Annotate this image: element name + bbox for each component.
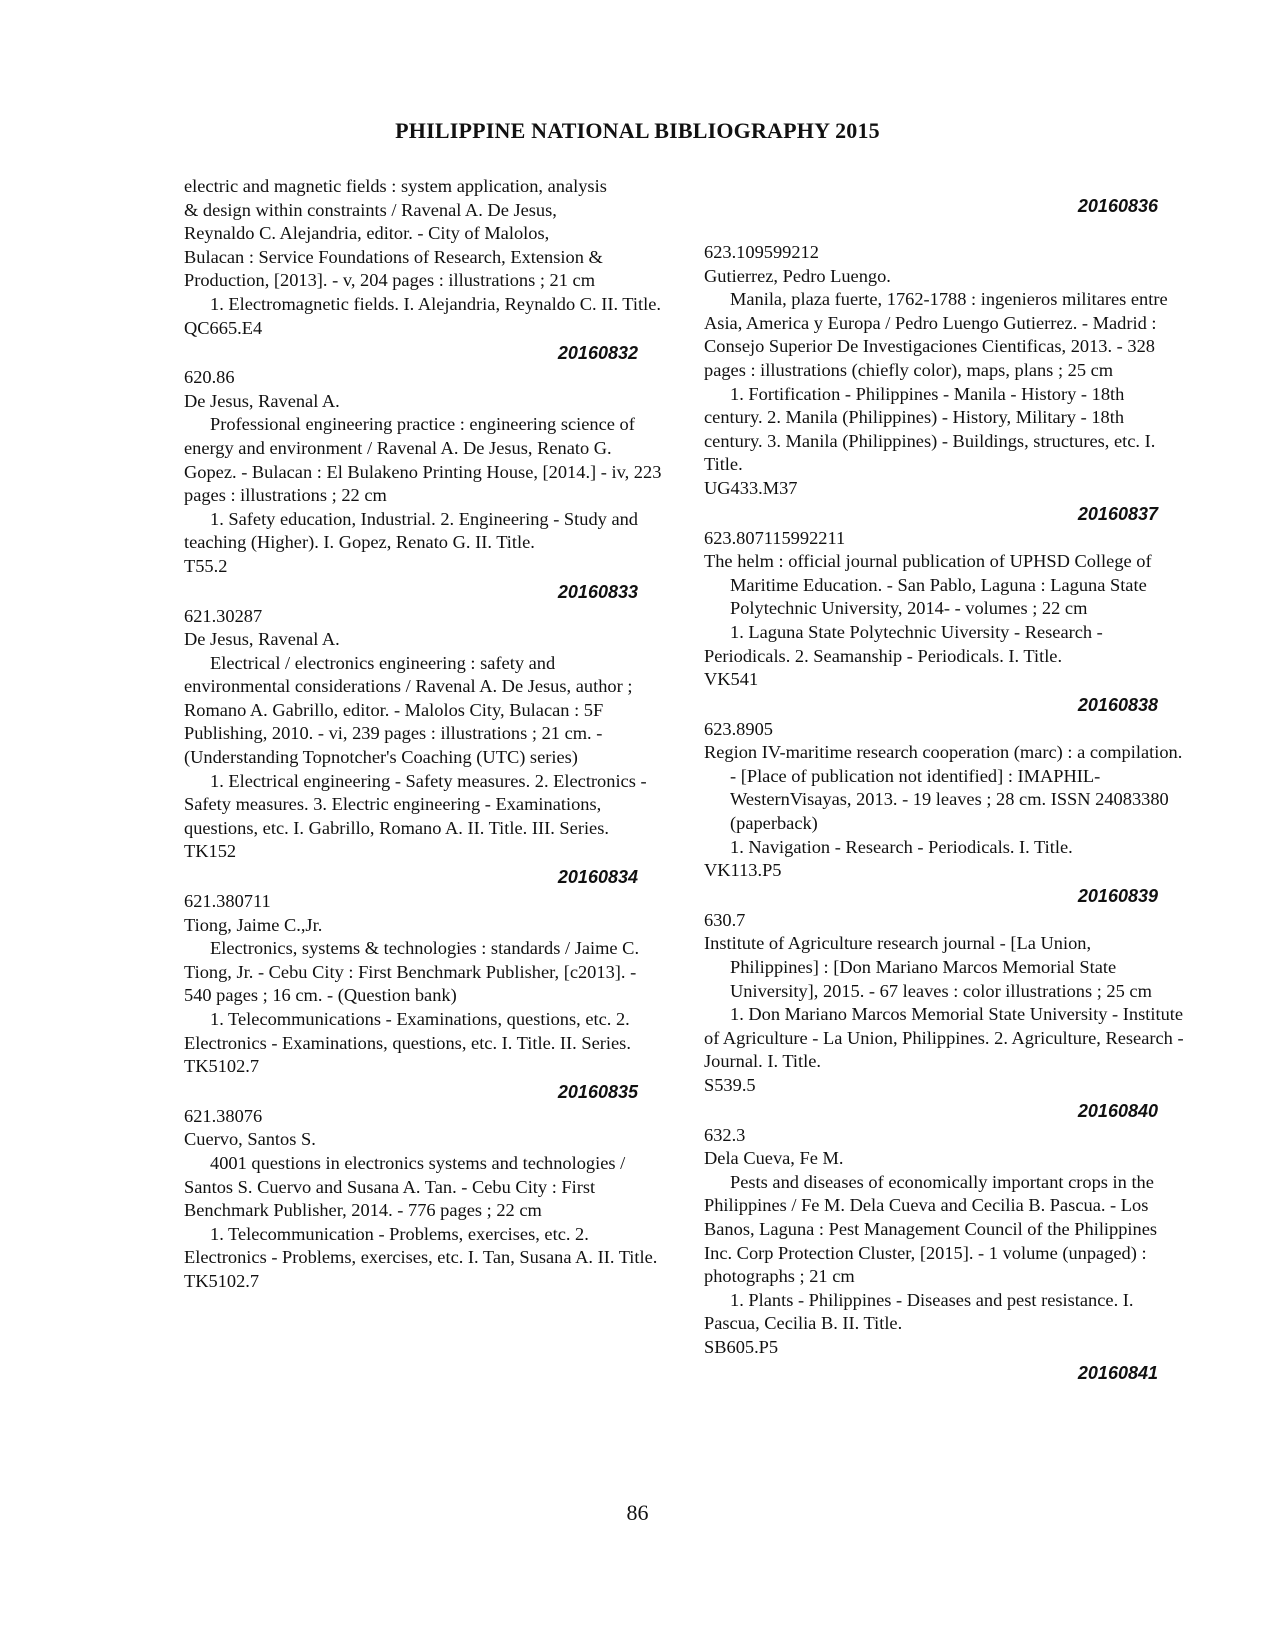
entry-number: 20160841 [1077, 1362, 1158, 1383]
title-statement: Manila, plaza fuerte, 1762-1788 : ingenieros militares entre Asia, America y Europa / Pedro Luengo Gutierrez. - Madrid : Consejo Superior De Investigaciones Cientificas, 2013. - 328 pages : illustrations (chiefly color), maps, plans ; 25 cm [704, 289, 1168, 380]
title-statement-line: electric and magnetic fields : system application, analysis [184, 176, 607, 196]
title-statement: Electronics, systems & technologies : standards / Jaime C. Tiong, Jr. - Cebu City : First Benchmark Publisher, [c2013]. - 540 pages ; 16 cm. - (Question bank) [184, 938, 640, 1006]
class-number: 630.7 [704, 909, 746, 930]
bib-entry [704, 1124, 1184, 1386]
bib-entry-continued [184, 175, 664, 366]
author-heading: De Jesus, Ravenal A. [184, 390, 340, 411]
entry-number: 20160836 [1077, 196, 1158, 216]
title-statement-line: Reynaldo C. Alejandria, editor. - City of Malolos, [184, 223, 550, 244]
entry-number: 20160837 [1077, 503, 1158, 524]
class-number: 621.30287 [184, 605, 263, 626]
subject-headings: 1. Electromagnetic fields. I. Alejandria, Reynaldo C. II. Title. [210, 293, 661, 314]
entry-number: 20160835 [557, 1081, 638, 1102]
call-number: TK5102.7 [184, 1056, 260, 1077]
call-number: T55.2 [184, 555, 228, 576]
call-number: SB605.P5 [704, 1336, 779, 1357]
subject-headings: 1. Don Mariano Marcos Memorial State University - Institute of Agriculture - La Union, Philippines. 2. Agriculture, Research - Journal. I. Title. [704, 1004, 1184, 1072]
entry-number: 20160832 [557, 343, 638, 364]
subject-headings: 1. Telecommunications - Examinations, questions, etc. 2. Electronics - Examinations, questions, etc. I. Title. II. Series. [184, 1009, 631, 1053]
call-number: TK5102.7 [184, 1270, 260, 1291]
class-number: 621.38076 [184, 1105, 263, 1126]
bib-entry [184, 1105, 664, 1294]
bib-entry [184, 605, 664, 891]
subject-headings: 1. Safety education, Industrial. 2. Engineering - Study and teaching (Higher). I. Gopez, Renato G. II. Title. [184, 508, 638, 553]
bib-entry [184, 890, 664, 1105]
entry-number: 20160833 [557, 581, 638, 602]
class-number: 621.380711 [184, 891, 271, 912]
bib-entry [704, 909, 1184, 1124]
class-number: 623.8905 [704, 718, 773, 739]
author-heading: Tiong, Jaime C.,Jr. [184, 914, 323, 935]
call-number: VK113.P5 [704, 860, 782, 881]
subject-headings: 1. Telecommunication - Problems, exercises, etc. 2. Electronics - Problems, exercises, etc. I. Tan, Susana A. II. Title. [184, 1223, 658, 1268]
left-column [184, 175, 664, 1294]
title-statement: 4001 questions in electronics systems and technologies / Santos S. Cuervo and Susana A. Tan. - Cebu City : First Benchmark Publisher, 2014. - 776 pages ; 22 cm [184, 1152, 626, 1221]
subject-headings: 1. Electrical engineering - Safety measures. 2. Electronics - Safety measures. 3. Electric engineering - Examinations, questions, etc. I. Gabrillo, Romano A. II. Title. III. Series. [184, 770, 647, 838]
call-number: TK152 [184, 841, 237, 862]
subject-headings: 1. Plants - Philippines - Diseases and pest resistance. I. Pascua, Cecilia B. II. Title. [704, 1289, 1134, 1334]
entry-number: 20160839 [1077, 885, 1158, 906]
entry-number: 20160840 [1077, 1100, 1158, 1121]
title-statement-line: Production, [2013]. - v, 204 pages : illustrations ; 21 cm [184, 270, 596, 291]
author-heading: De Jesus, Ravenal A. [184, 629, 340, 650]
page-number: 86 [626, 1500, 649, 1525]
call-number: UG433.M37 [704, 477, 798, 498]
subject-headings: 1. Navigation - Research - Periodicals. I. Title. [730, 836, 1073, 857]
title-statement: The helm : official journal publication of UPHSD College of Maritime Education. - San Pablo, Laguna : Laguna State Polytechnic University, 2014- - volumes ; 22 cm [704, 551, 1152, 619]
author-heading: Cuervo, Santos S. [184, 1129, 316, 1150]
call-number: VK541 [704, 669, 759, 690]
class-number: 620.86 [184, 367, 235, 388]
right-column [704, 175, 1184, 1386]
subject-headings: 1. Fortification - Philippines - Manila - History - 18th century. 2. Manila (Philippines) - History, Military - 18th century. 3. Manila (Philippines) - Buildings, structures, etc. I. Title. [704, 383, 1156, 475]
bib-entry [704, 241, 1184, 527]
call-number: S539.5 [704, 1075, 756, 1095]
title-statement-line: & design within constraints / Ravenal A. De Jesus, [184, 199, 557, 220]
subject-headings: 1. Laguna State Polytechnic Uiversity - Research - Periodicals. 2. Seamanship - Periodicals. I. Title. [704, 621, 1103, 666]
author-heading: Dela Cueva, Fe M. [704, 1148, 844, 1169]
author-heading: Gutierrez, Pedro Luengo. [704, 265, 891, 286]
bib-entry [704, 527, 1184, 718]
entry-number: 20160838 [1077, 694, 1158, 715]
call-number: QC665.E4 [184, 317, 263, 338]
class-number: 623.807115992211 [704, 527, 846, 548]
title-statement: Electrical / electronics engineering : safety and environmental considerations / Ravenal A. De Jesus, author ; Romano A. Gabrillo, editor. - Malolos City, Bulacan : 5F Publishing, 2010. - vi, 239 pages : illustrations ; 21 cm. - (Understanding Topnotcher's Coaching (UTC) series) [184, 652, 633, 768]
class-number: 623.109599212 [704, 242, 819, 262]
page-header: PHILIPPINE NATIONAL BIBLIOGRAPHY 2015 [395, 118, 880, 143]
bib-entry [184, 366, 664, 604]
entry-number: 20160834 [557, 867, 638, 888]
bib-entry [704, 718, 1184, 909]
title-statement: Institute of Agriculture research journal - [La Union, Philippines] : [Don Mariano Marcos Memorial State University], 2015. - 67 leaves : color illustrations ; 25 cm [704, 933, 1152, 1001]
title-statement: Pests and diseases of economically important crops in the Philippines / Fe M. Dela Cueva and Cecilia B. Pascua. - Los Banos, Laguna : Pest Management Council of the Philippines Inc. Corp Protection Cluster, [2015]. - 1 volume (unpaged) : photographs ; 21 cm [704, 1171, 1158, 1287]
title-statement: Professional engineering practice : engineering science of energy and environment / Ravenal A. De Jesus, Renato G. Gopez. - Bulacan : El Bulakeno Printing House, [2014.] - iv, 223 pages : illustrations ; 22 cm [184, 414, 662, 506]
title-statement: Region IV-maritime research cooperation (marc) : a compilation. - [Place of publication not identified] : IMAPHIL-WesternVisayas, 2013. - 19 leaves ; 28 cm. ISSN 24083380 (paperback) [704, 742, 1183, 834]
class-number: 632.3 [704, 1124, 746, 1145]
title-statement-line: Bulacan : Service Foundations of Research, Extension & [184, 246, 603, 267]
